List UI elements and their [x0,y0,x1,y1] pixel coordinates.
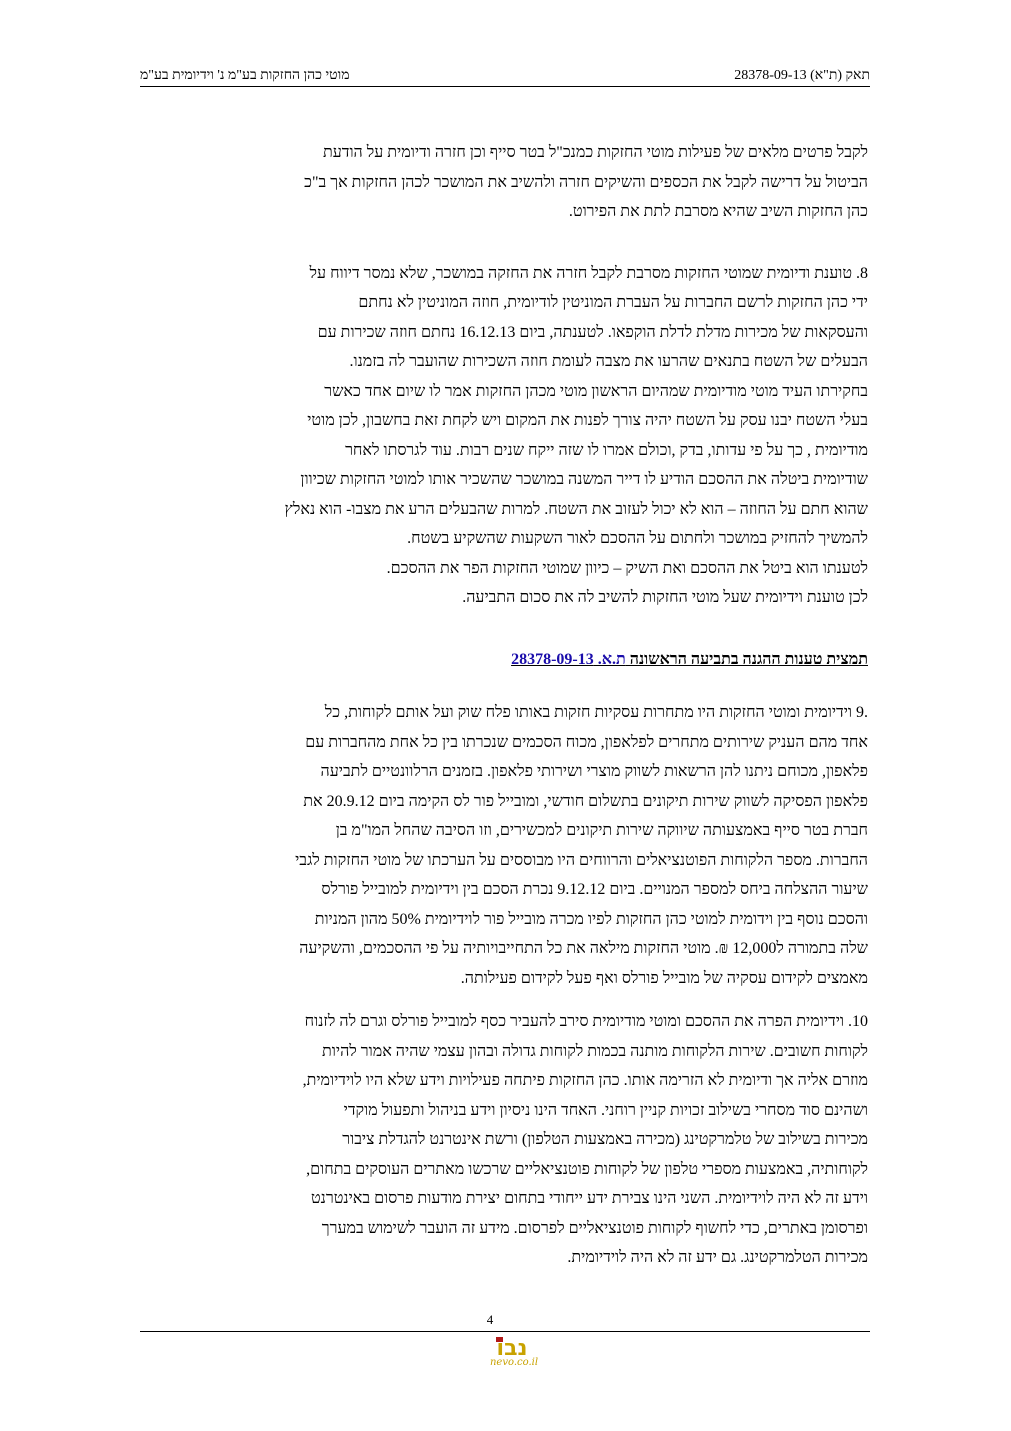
text-line: הביטול על דרישה לקבל את הכספים והשיקים חזרה ולהשיב את המושכר לכהן החזקות אך ב"כ [304,173,868,191]
case-number-link[interactable]: ת.א. 28378-09-13 [511,650,626,668]
text-line: החברות. מספר הלקוחות הפוטנציאלים והרווחים היו מבוססים על הערכתו של מוטי החזקות לגבי [295,851,868,869]
section-heading-text: תמצית טענות ההגנה בתביעה הראשונה [625,650,868,668]
text-line: והסכם נוסף בין וידומית למוטי כהן החזקות לפיו מכרה מובייל פור לוידיומית 50% מהון המניות [314,910,868,928]
text-line: מכירות הטלמרקטינג. גם ידע זה לא היה לוידיומית. [567,1249,868,1266]
text-line: שלה בתמורה ל12,000 ₪. מוטי החזקות מילאה את כל התחייבויותיה על פי ההסכמים, והשקיעה [299,940,868,957]
nevo-logo [462,1334,562,1368]
paragraph-8 [150,259,868,613]
text-line: .9 וידיומית ומוטי החזקות היו מתחרות עסקיות חזקות באותו פלח שוק ועל אותם לקוחות, כל [324,704,868,721]
text-line: מוזרם אליה אך ודיומית לא הזרימה אותו. כהן החזקות פיתחה פעילויות וידע שלא היו לוידיומית, [302,1072,868,1089]
text-line: לקוחות חשובים. שירות הלקוחות מותנה בכמות לקוחות גדולה ובהון עצמי שהיה אמור להיות [322,1042,868,1060]
footer-divider [140,1331,870,1332]
text-line: לטענתו הוא ביטל את ההסכם ואת השיק – כיוון שמוטי החזקות הפר את ההסכם. [386,559,868,577]
text-line: בחקירתו העיד מוטי מודיומית שמהיום הראשון מוטי מכהן החזקות אמר לו שיום אחד כאשר [324,382,868,400]
section-heading [150,645,868,675]
text-line: לכן טוענת וידיומית שעל מוטי החזקות להשיב לה את סכום התביעה. [462,589,868,606]
text-line: כהן החזקות השיב שהיא מסרבת לתת את הפירוט. [568,203,868,220]
text-line: והעסקאות של מכירות מדלת לדלת הוקפאו. לטענתה, ביום 16.12.13 נחתם חוזה שכירות עם [317,323,868,341]
paragraph-9 [150,698,868,993]
header-case-number: תאק (ת"א) 28378-09-13 [734,68,870,83]
page-number: 4 [486,1312,494,1327]
text-line: שהוא חתם על החוזה – הוא לא יכול לעזוב את השטח. למרות שהבעלים הרע את מצבו- הוא נאלץ [284,500,868,518]
text-line: מודיומית , כך על פי עדותו, בדק ,וכולם אמרו לו שזה ייקח שנים רבות. עוד לגרסתו לאחר [345,441,868,459]
text-line: בעלי השטח יבנו עסק על השטח יהיה צורך לפנות את המקום ויש לקחת זאת בחשבון, לכן מוטי [307,412,868,429]
text-line: להמשיך להחזיק במושכר ולחתום על ההסכם לאור השקעות שהשקיע בשטח. [407,530,868,547]
text-line: 8. טוענת ודיומית שמוטי החזקות מסרבת לקבל חזרה את החזקה במושכר, שלא נמסר דיווח על [309,264,868,282]
text-line: מאמצים לקידום עסקיה של מובייל פורלס ואף פעל לקידום פעילותה. [460,969,868,987]
text-line: חברת בטר סייף באמצעותה שיווקה שירות תיקונים למכשירים, וזו הסיבה שהחל המו"מ בן [335,822,868,839]
text-line: מכירות בשילוב של טלמרקטינג (מכירה באמצעות הטלפון) ורשת אינטרנט להגדלת ציבור [342,1131,868,1148]
text-line: פלאפון, מכוחם ניתנו להן הרשאות לשווק מוצרי ושירותי פלאפון. בזמנים הרלוונטיים לתביעה [320,763,868,780]
text-line: פלאפון הפסיקה לשווק שירות תיקונים בתשלום חודשי, ומובייל פור לס הקימה ביום 20.9.12 את [303,792,868,810]
intro-paragraph [150,138,868,227]
svg-text:נבו: נבו [496,1336,528,1361]
text-line: ושהינם סוד מסחרי בשילוב זכויות קניין רוחני. האחד הינו ניסיון וידע בניהול ותפעול מוקדי [343,1101,868,1119]
text-line: 10. וידיומית הפרה את ההסכם ומוטי מודיומית סירב להעביר כסף למובייל פורלס וגרם לה לזנוח [304,1013,868,1030]
svg-text:nevo.co.il: nevo.co.il [489,1357,539,1368]
text-line: ופרסומן באתרים, כדי לחשוף לקוחות פוטנציאליים לפרסום. מידע זה הועבר לשימוש במערך [321,1219,868,1237]
text-line: אחד מהם העניק שירותים מתחרים לפלאפון, מכוח הסכמים שנכרתו בין כל אחת מהחברות עם [305,733,868,751]
running-header [140,62,870,84]
text-line: לקוחותיה, באמצעות מספרי טלפון של לקוחות פוטנציאליים שרכשו מאתרים העוסקים בתחום, [306,1160,868,1178]
text-line: הבעלים של השטח בתנאים שהרעו את מצבה לעומת חוזה השכירות שהועבר לה בזמנו. [349,353,868,370]
header-divider [140,86,870,87]
paragraph-10 [150,1007,868,1273]
header-case-title: מוטי כהן החזקות בע"מ נ' וידיומית בע"מ [140,68,350,83]
text-line: שודיומית ביטלה את ההסכם הודיע לו דייר המשנה במושכר שהשכיר אותו למוטי החזקות שכיוון [300,471,868,488]
text-line: ידי כהן החזקות לרשם החברות על העברת המוניטין לודיומית, חוזה המוניטין לא נחתם [358,294,868,311]
text-line: וידע זה לא היה לוידיומית. השני הינו צבירת ידע ייחודי בתחום יצירת מודעות פרסום באינטרנט [310,1190,868,1207]
text-line: לקבל פרטים מלאים של פעילות מוטי החזקות כמנכ"ל בטר סייף וכן חזרה ודיומית על הודעת [322,144,868,161]
text-line: שיעור ההצלחה ביחס למספר המנויים. ביום 9.12.12 נכרת הסכם בין וידיומית למובייל פורלס [321,881,868,898]
document-body [150,138,868,1273]
